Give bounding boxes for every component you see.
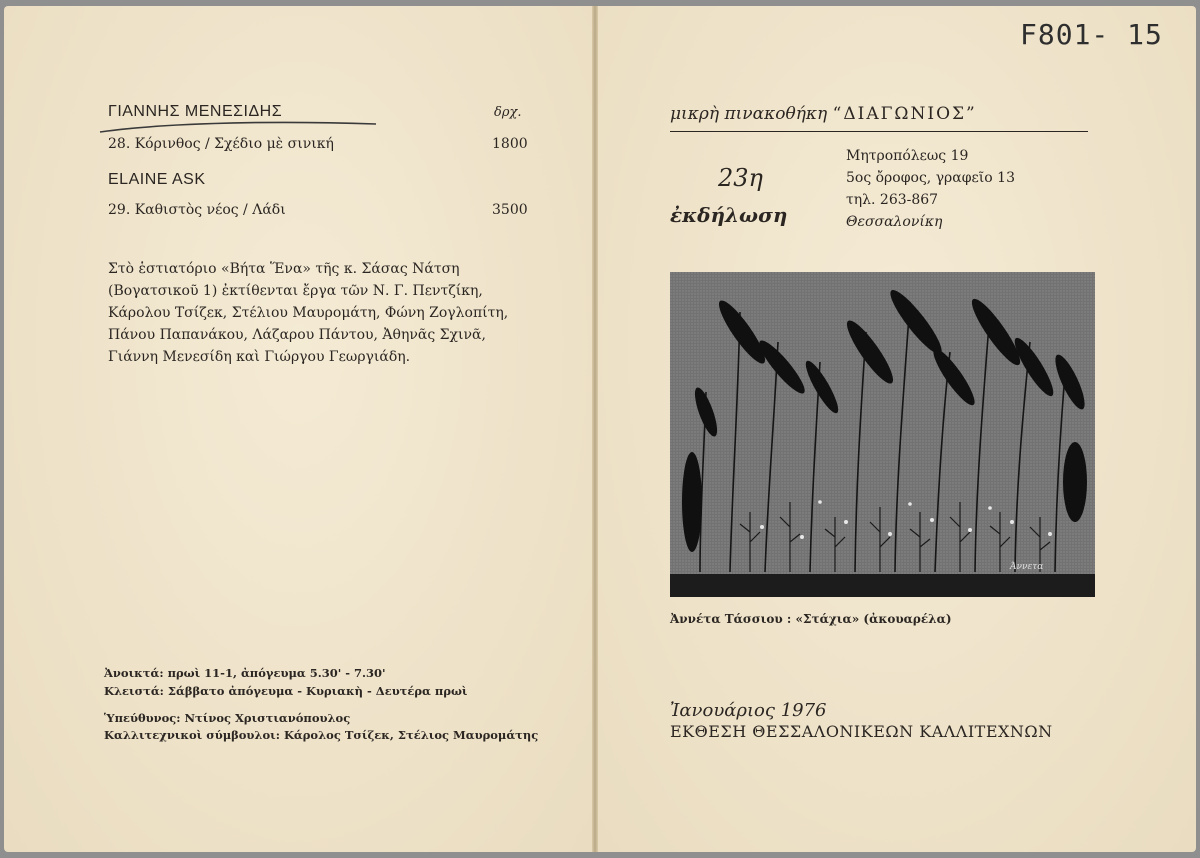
item-29-price: 3500 <box>492 202 528 218</box>
address-line-1: Μητροπόλεως 19 <box>846 148 969 164</box>
gallery-heading <box>670 104 977 124</box>
event-number: 23η <box>718 164 763 192</box>
gallery-prefix: μικρὴ πινακοθήκη <box>670 104 828 124</box>
handwritten-archive-mark: F801- 15 <box>1020 18 1163 51</box>
exhibition-note-paragraph: Στὸ ἑστιατόριο «Βήτα Ἕνα» τῆς κ. Σάσας Νάτση (Βογατσικοῦ 1) ἐκτίθενται ἔργα τῶν Ν. Γ. Πεντζίκη, Κάρολου Τσίζεκ, Στέλιου Μαυρομάτη, Φώνη Ζογλοπίτη, Πάνου Παπανάκου, Λάζαρου Πάντου, Ἀθηνᾶς Σχινᾶ, Γιάννη Μενεσίδη καὶ Γιώργου Γεωργιάδη. <box>108 261 509 365</box>
responsible-person: Ὑπεύθυνος: Ντίνος Χριστιανόπουλος <box>104 711 351 725</box>
date-line: Ἰανουάριος 1976 <box>670 700 827 721</box>
handwritten-underline <box>96 118 386 138</box>
heading-rule <box>670 131 1088 132</box>
opening-hours: Ἀνοικτά: πρωὶ 11-1, ἀπόγευμα 5.30' - 7.30' <box>104 666 386 680</box>
artist-name-menesidis: ΓΙΑΝΝΗΣ ΜΕΝΕΣΙΔΗΣ <box>108 103 283 120</box>
artwork-caption: Ἀννέτα Τάσσιου : «Στάχια» (ἀκουαρέλα) <box>670 612 952 626</box>
address-city: Θεσσαλονίκη <box>846 214 943 230</box>
address-line-2: 5ος ὄροφος, γραφεῖο 13 <box>846 170 1015 186</box>
center-fold <box>592 6 598 852</box>
wheat-stalks-illustration <box>670 272 1095 597</box>
gallery-name: “ΔΙΑΓΩΝΙΟΣ” <box>832 104 977 124</box>
exhibition-title: ΕΚΘΕΣΗ ΘΕΣΣΑΛΟΝΙΚΕΩΝ ΚΑΛΛΙΤΕΧΝΩΝ <box>670 722 1053 741</box>
event-label: ἐκδήλωση <box>670 203 788 227</box>
artwork-stachia <box>670 272 1095 597</box>
closing-hours: Κλειστά: Σάββατο ἀπόγευμα - Κυριακὴ - Δευτέρα πρωὶ <box>104 684 468 698</box>
item-28-label: 28. Κόρινθος / Σχέδιο μὲ σινική <box>108 136 334 152</box>
artwork-signature: Άννετα <box>1010 562 1044 572</box>
artistic-advisors: Καλλιτεχνικοὶ σύμβουλοι: Κάρολος Τσίζεκ, Στέλιος Μαυρομάτης <box>104 728 539 742</box>
item-29-label: 29. Καθιστὸς νέος / Λάδι <box>108 202 286 218</box>
artist-name-ask: ELAINE ASK <box>108 171 206 188</box>
item-28-price: 1800 <box>492 136 528 152</box>
address-phone: τηλ. 263-867 <box>846 192 939 208</box>
price-column-header: δρχ. <box>494 105 522 120</box>
